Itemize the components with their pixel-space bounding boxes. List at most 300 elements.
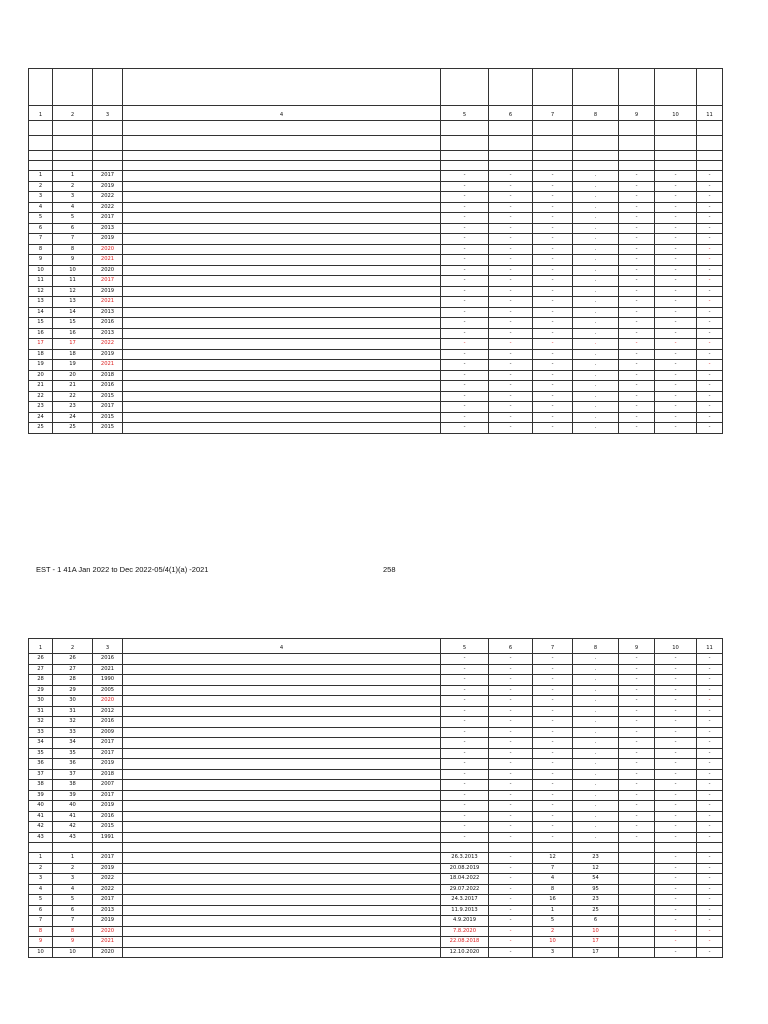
pages-count: -	[533, 213, 573, 224]
pages-count: -	[533, 370, 573, 381]
file-category: -	[619, 423, 655, 434]
remarks: -	[697, 759, 723, 770]
remarks: -	[697, 412, 723, 423]
table-row	[29, 234, 723, 245]
destroy-date: -	[655, 780, 697, 791]
file-year: 2017	[93, 276, 123, 287]
file-subject	[123, 853, 441, 864]
file-year: 2020	[93, 926, 123, 937]
header-cell	[619, 69, 655, 106]
destroy-date: -	[655, 391, 697, 402]
remarks: -	[697, 727, 723, 738]
file-year: 2020	[93, 265, 123, 276]
serial-number: 2	[29, 181, 53, 192]
file-subject	[123, 895, 441, 906]
column-number: 3	[93, 639, 123, 654]
opening-date: 7.8.2020	[441, 926, 489, 937]
total-pages: .	[573, 192, 619, 203]
table-row	[29, 895, 723, 906]
serial-number: 28	[29, 675, 53, 686]
blank-cell	[441, 121, 489, 136]
table-row	[29, 822, 723, 833]
file-subject	[123, 171, 441, 182]
header-cell	[573, 69, 619, 106]
closing-date: -	[489, 811, 533, 822]
file-year: 2017	[93, 748, 123, 759]
file-subject	[123, 213, 441, 224]
total-pages: .	[573, 244, 619, 255]
total-pages: 23	[573, 853, 619, 864]
table-row	[29, 213, 723, 224]
total-pages: .	[573, 727, 619, 738]
closing-date: -	[489, 853, 533, 864]
file-year: 2015	[93, 412, 123, 423]
opening-date: -	[441, 171, 489, 182]
table-row	[29, 780, 723, 791]
column-number: 4	[123, 106, 441, 121]
file-category: -	[619, 685, 655, 696]
opening-date: -	[441, 192, 489, 203]
pages-count: -	[533, 664, 573, 675]
serial-number: 1	[29, 853, 53, 864]
closing-date: -	[489, 874, 533, 885]
pages-count: -	[533, 654, 573, 665]
file-subject	[123, 412, 441, 423]
destroy-date: -	[655, 675, 697, 686]
file-number: 14	[53, 307, 93, 318]
file-subject	[123, 370, 441, 381]
table-row	[29, 297, 723, 308]
header-cell	[53, 69, 93, 106]
serial-number: 42	[29, 822, 53, 833]
closing-date: -	[489, 759, 533, 770]
file-number: 3	[53, 192, 93, 203]
serial-number: 37	[29, 769, 53, 780]
remarks: -	[697, 769, 723, 780]
destroy-date: -	[655, 339, 697, 350]
closing-date: -	[489, 286, 533, 297]
remarks: -	[697, 947, 723, 958]
file-category	[619, 863, 655, 874]
blank-cell	[697, 161, 723, 171]
table-row	[29, 412, 723, 423]
total-pages: .	[573, 234, 619, 245]
file-subject	[123, 863, 441, 874]
pages-count: -	[533, 811, 573, 822]
table-row	[29, 884, 723, 895]
opening-date: -	[441, 181, 489, 192]
opening-date: -	[441, 202, 489, 213]
remarks: -	[697, 790, 723, 801]
pages-count: -	[533, 223, 573, 234]
file-number: 41	[53, 811, 93, 822]
destroy-date: -	[655, 318, 697, 329]
total-pages: 54	[573, 874, 619, 885]
blank-cell	[619, 121, 655, 136]
table-row	[29, 811, 723, 822]
remarks: -	[697, 276, 723, 287]
blank-cell	[489, 121, 533, 136]
closing-date: -	[489, 360, 533, 371]
table-row	[29, 192, 723, 203]
pages-count: -	[533, 265, 573, 276]
file-number: 27	[53, 664, 93, 675]
total-pages: .	[573, 759, 619, 770]
opening-date: -	[441, 759, 489, 770]
serial-number: 10	[29, 265, 53, 276]
remarks: -	[697, 234, 723, 245]
opening-date: -	[441, 706, 489, 717]
file-number: 5	[53, 895, 93, 906]
column-number: 9	[619, 106, 655, 121]
file-year: 2016	[93, 654, 123, 665]
file-category: -	[619, 391, 655, 402]
pages-count: -	[533, 423, 573, 434]
file-subject	[123, 884, 441, 895]
closing-date: -	[489, 255, 533, 266]
file-category: -	[619, 811, 655, 822]
remarks: -	[697, 937, 723, 948]
opening-date: -	[441, 696, 489, 707]
blank-cell	[93, 121, 123, 136]
pages-count: -	[533, 832, 573, 843]
table-row	[29, 685, 723, 696]
blank-cell	[441, 136, 489, 151]
file-year: 2022	[93, 339, 123, 350]
closing-date: -	[489, 822, 533, 833]
blank-cell	[489, 161, 533, 171]
file-subject	[123, 360, 441, 371]
serial-number: 3	[29, 874, 53, 885]
destroy-date: -	[655, 811, 697, 822]
blank-cell	[655, 151, 697, 161]
closing-date: -	[489, 790, 533, 801]
file-number: 7	[53, 916, 93, 927]
total-pages: .	[573, 349, 619, 360]
serial-number: 12	[29, 286, 53, 297]
file-subject	[123, 223, 441, 234]
blank-cell	[697, 136, 723, 151]
blank-cell	[489, 843, 533, 853]
file-subject	[123, 801, 441, 812]
column-number: 9	[619, 639, 655, 654]
serial-number: 38	[29, 780, 53, 791]
opening-date: -	[441, 769, 489, 780]
file-category: -	[619, 265, 655, 276]
closing-date: -	[489, 926, 533, 937]
closing-date: -	[489, 181, 533, 192]
file-category: -	[619, 349, 655, 360]
table-row	[29, 381, 723, 392]
file-subject	[123, 717, 441, 728]
serial-number: 18	[29, 349, 53, 360]
opening-date: 4.9.2019	[441, 916, 489, 927]
remarks: -	[697, 381, 723, 392]
file-subject	[123, 423, 441, 434]
file-subject	[123, 192, 441, 203]
blank-cell	[53, 843, 93, 853]
file-subject	[123, 328, 441, 339]
file-subject	[123, 874, 441, 885]
file-year: 2021	[93, 360, 123, 371]
opening-date: -	[441, 349, 489, 360]
closing-date: -	[489, 884, 533, 895]
file-number: 15	[53, 318, 93, 329]
total-pages: .	[573, 297, 619, 308]
remarks: -	[697, 297, 723, 308]
blank-cell	[533, 843, 573, 853]
opening-date: -	[441, 738, 489, 749]
file-category: -	[619, 192, 655, 203]
closing-date: -	[489, 905, 533, 916]
destroy-date: -	[655, 412, 697, 423]
opening-date: 18.04.2022	[441, 874, 489, 885]
file-number: 6	[53, 223, 93, 234]
total-pages: .	[573, 423, 619, 434]
table-row	[29, 759, 723, 770]
table-row	[29, 853, 723, 864]
file-category	[619, 884, 655, 895]
file-subject	[123, 381, 441, 392]
closing-date: -	[489, 223, 533, 234]
destroy-date: -	[655, 202, 697, 213]
serial-number: 5	[29, 895, 53, 906]
total-pages: .	[573, 318, 619, 329]
pages-count: -	[533, 328, 573, 339]
serial-number: 31	[29, 706, 53, 717]
serial-number: 19	[29, 360, 53, 371]
remarks: -	[697, 244, 723, 255]
file-number: 4	[53, 202, 93, 213]
blank-cell	[489, 136, 533, 151]
file-category: -	[619, 328, 655, 339]
blank-cell	[29, 161, 53, 171]
file-number: 5	[53, 213, 93, 224]
remarks: -	[697, 717, 723, 728]
total-pages: .	[573, 675, 619, 686]
total-pages: .	[573, 696, 619, 707]
serial-number: 43	[29, 832, 53, 843]
total-pages: 95	[573, 884, 619, 895]
opening-date: 26.3.2013	[441, 853, 489, 864]
file-year: 2018	[93, 769, 123, 780]
pages-count: -	[533, 685, 573, 696]
file-year: 2020	[93, 947, 123, 958]
file-number: 26	[53, 654, 93, 665]
serial-number: 27	[29, 664, 53, 675]
blank-cell	[573, 161, 619, 171]
file-subject	[123, 664, 441, 675]
file-year: 1991	[93, 832, 123, 843]
table-row	[29, 328, 723, 339]
pages-count: 5	[533, 916, 573, 927]
destroy-date: -	[655, 402, 697, 413]
file-year: 2017	[93, 895, 123, 906]
remarks: -	[697, 339, 723, 350]
opening-date: -	[441, 675, 489, 686]
table-row	[29, 947, 723, 958]
file-subject	[123, 654, 441, 665]
closing-date: -	[489, 370, 533, 381]
pages-count: -	[533, 255, 573, 266]
file-year: 2013	[93, 223, 123, 234]
total-pages: .	[573, 769, 619, 780]
closing-date: -	[489, 654, 533, 665]
file-category	[619, 947, 655, 958]
destroy-date: -	[655, 874, 697, 885]
document-reference-footer: EST - 1 41A Jan 2022 to Dec 2022-05/4(1)(a) -2021	[36, 565, 209, 574]
opening-date: -	[441, 318, 489, 329]
table-row	[29, 391, 723, 402]
column-number: 2	[53, 639, 93, 654]
file-year: 2020	[93, 696, 123, 707]
file-year: 2017	[93, 213, 123, 224]
destroy-date: -	[655, 328, 697, 339]
blank-row	[29, 843, 723, 853]
closing-date: -	[489, 391, 533, 402]
table-row	[29, 675, 723, 686]
file-year: 2022	[93, 192, 123, 203]
register-table-page-1	[28, 68, 723, 434]
file-subject	[123, 349, 441, 360]
file-year: 2012	[93, 706, 123, 717]
closing-date: -	[489, 402, 533, 413]
opening-date: -	[441, 265, 489, 276]
file-category: -	[619, 244, 655, 255]
pages-count: -	[533, 759, 573, 770]
blank-cell	[697, 151, 723, 161]
opening-date: -	[441, 822, 489, 833]
remarks: -	[697, 905, 723, 916]
header-cell	[655, 69, 697, 106]
file-subject	[123, 339, 441, 350]
pages-count: -	[533, 349, 573, 360]
destroy-date: -	[655, 759, 697, 770]
file-number: 2	[53, 863, 93, 874]
blank-cell	[655, 843, 697, 853]
destroy-date: -	[655, 286, 697, 297]
file-number: 40	[53, 801, 93, 812]
serial-number: 13	[29, 297, 53, 308]
file-subject	[123, 391, 441, 402]
file-year: 2021	[93, 937, 123, 948]
file-category: -	[619, 223, 655, 234]
closing-date: -	[489, 916, 533, 927]
total-pages: .	[573, 822, 619, 833]
pages-count: -	[533, 244, 573, 255]
remarks: -	[697, 801, 723, 812]
table-row	[29, 286, 723, 297]
file-number: 1	[53, 853, 93, 864]
file-subject	[123, 748, 441, 759]
file-subject	[123, 926, 441, 937]
opening-date: -	[441, 780, 489, 791]
total-pages: .	[573, 255, 619, 266]
file-category: -	[619, 339, 655, 350]
remarks: -	[697, 654, 723, 665]
file-category: -	[619, 402, 655, 413]
serial-number: 4	[29, 884, 53, 895]
serial-number: 9	[29, 255, 53, 266]
remarks: -	[697, 213, 723, 224]
destroy-date: -	[655, 213, 697, 224]
closing-date: -	[489, 349, 533, 360]
file-subject	[123, 822, 441, 833]
file-subject	[123, 706, 441, 717]
destroy-date: -	[655, 276, 697, 287]
serial-number: 15	[29, 318, 53, 329]
file-category: -	[619, 412, 655, 423]
file-subject	[123, 696, 441, 707]
column-number-row	[29, 106, 723, 121]
closing-date: -	[489, 171, 533, 182]
file-number: 32	[53, 717, 93, 728]
file-subject	[123, 727, 441, 738]
pages-count: -	[533, 234, 573, 245]
blank-cell	[93, 136, 123, 151]
file-subject	[123, 769, 441, 780]
file-category: -	[619, 255, 655, 266]
remarks: -	[697, 853, 723, 864]
file-subject	[123, 202, 441, 213]
file-subject	[123, 255, 441, 266]
closing-date: -	[489, 423, 533, 434]
opening-date: 20.08.2019	[441, 863, 489, 874]
column-number: 6	[489, 639, 533, 654]
file-category: -	[619, 769, 655, 780]
serial-number: 3	[29, 192, 53, 203]
closing-date: -	[489, 318, 533, 329]
blank-cell	[619, 843, 655, 853]
total-pages: .	[573, 664, 619, 675]
closing-date: -	[489, 780, 533, 791]
remarks: -	[697, 349, 723, 360]
column-number: 5	[441, 639, 489, 654]
destroy-date: -	[655, 381, 697, 392]
file-number: 10	[53, 947, 93, 958]
destroy-date: -	[655, 706, 697, 717]
remarks: -	[697, 696, 723, 707]
file-number: 18	[53, 349, 93, 360]
opening-date: -	[441, 832, 489, 843]
table-row	[29, 937, 723, 948]
file-number: 21	[53, 381, 93, 392]
file-number: 8	[53, 244, 93, 255]
blank-cell	[123, 121, 441, 136]
file-number: 9	[53, 937, 93, 948]
pages-count: 10	[533, 937, 573, 948]
file-year: 2019	[93, 181, 123, 192]
opening-date: -	[441, 297, 489, 308]
file-category: -	[619, 370, 655, 381]
table-row	[29, 790, 723, 801]
file-year: 2016	[93, 381, 123, 392]
header-cell	[123, 69, 441, 106]
closing-date: -	[489, 307, 533, 318]
remarks: -	[697, 926, 723, 937]
opening-date: -	[441, 423, 489, 434]
file-year: 2017	[93, 402, 123, 413]
section-title-row	[29, 121, 723, 136]
serial-number: 6	[29, 905, 53, 916]
table-row	[29, 905, 723, 916]
column-number: 10	[655, 639, 697, 654]
pages-count: -	[533, 181, 573, 192]
closing-date: -	[489, 412, 533, 423]
remarks: -	[697, 223, 723, 234]
column-number: 6	[489, 106, 533, 121]
file-subject	[123, 947, 441, 958]
